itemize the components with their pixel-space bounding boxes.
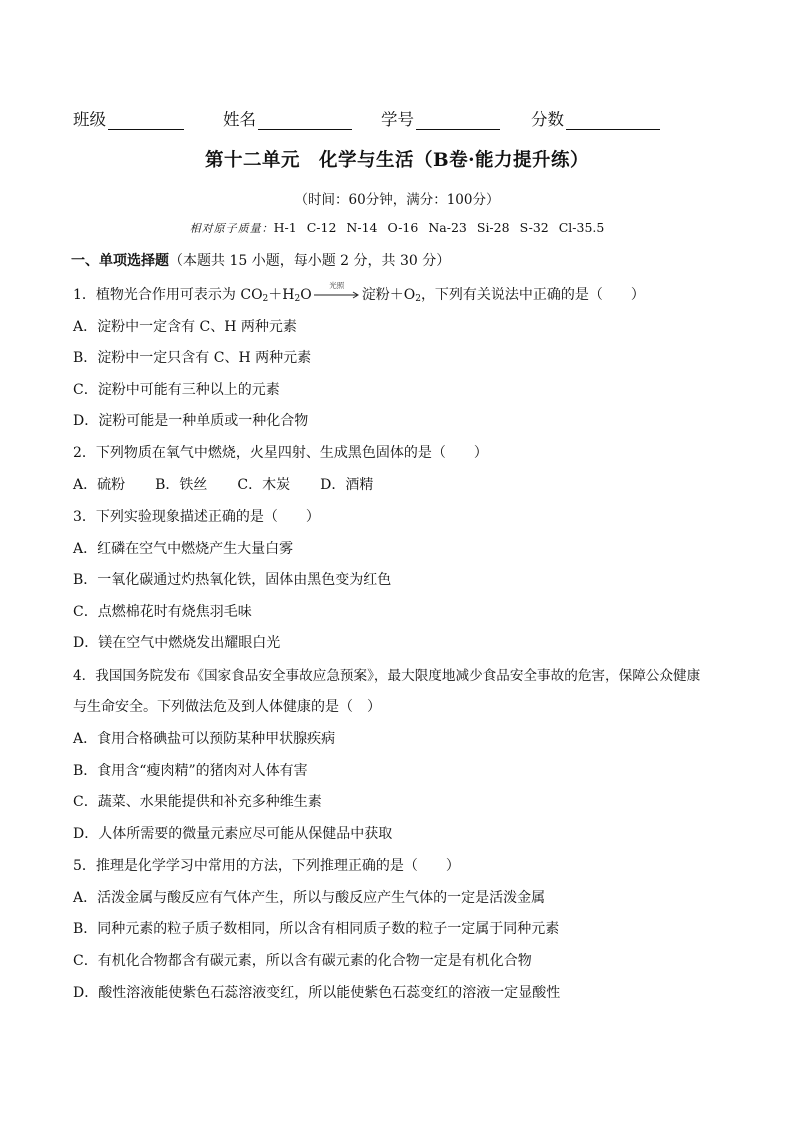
class-label: 班级 <box>73 110 106 129</box>
option-b[interactable]: B．同种元素的粒子质子数相同，所以含有相同质子数的粒子一定属于同种元素 <box>73 921 560 937</box>
exam-time-score: （时间：60分钟，满分：100分） <box>294 192 500 208</box>
number-label: 学号 <box>381 110 414 129</box>
option-b[interactable]: B．一氧化碳通过灼热氧化铁，固体由黑色变为红色 <box>73 572 392 588</box>
q1-text: 1．植物光合作用可表示为 CO <box>73 287 263 303</box>
name-label: 姓名 <box>223 110 256 129</box>
atomic-mass-line <box>0 220 794 236</box>
option-b[interactable]: B．铁丝 <box>155 477 208 493</box>
section-note: （本题共 15 小题，每小题 2 分，共 30 分） <box>169 253 451 269</box>
option-a[interactable]: A．淀粉中一定含有 C、H 两种元素 <box>73 319 297 335</box>
option-c[interactable]: C．点燃棉花时有烧焦羽毛味 <box>73 604 252 620</box>
atomic-mass-value: C-12 <box>306 220 337 235</box>
reaction-arrow <box>314 281 360 302</box>
page-title: 第十二单元 化学与生活（B卷·能力提升练） <box>204 150 590 171</box>
atomic-mass-value: H-1 <box>273 220 297 235</box>
option-d[interactable]: D．人体所需要的微量元素应尽可能从保健品中获取 <box>73 826 393 842</box>
option-a[interactable]: A．食用合格碘盐可以预防某种甲状腺疾病 <box>73 731 336 747</box>
subscript: 2 <box>294 294 301 304</box>
number-blank[interactable] <box>416 111 500 130</box>
subscript: 2 <box>415 294 421 304</box>
class-blank[interactable] <box>108 111 184 130</box>
student-info-row <box>73 106 713 130</box>
atomic-mass-value: O-16 <box>387 220 419 235</box>
arrow-icon <box>314 291 360 299</box>
section-title: 一、单项选择题 <box>71 253 169 269</box>
q1-text: 淀粉＋O <box>361 287 416 303</box>
question-3-stem: 3．下列实验现象描述正确的是（ ） <box>73 509 320 525</box>
question-1-stem <box>73 281 645 304</box>
atomic-mass-value: N-14 <box>346 220 378 235</box>
atomic-mass-value: S-32 <box>519 220 549 235</box>
option-c[interactable]: C．蔬菜、水果能提供和补充多种维生素 <box>73 794 322 810</box>
question-4-stem-line2: 与生命安全。下列做法危及到人体健康的是（ ） <box>73 699 381 715</box>
atomic-mass-label: 相对原子质量： <box>189 222 274 235</box>
subscript: 2 <box>262 294 269 304</box>
option-d[interactable]: D．淀粉可能是一种单质或一种化合物 <box>73 413 309 429</box>
q1-text: O <box>300 287 312 303</box>
score-label: 分数 <box>531 110 564 129</box>
q1-text: ，下列有关说法中正确的是（ ） <box>420 287 645 303</box>
name-field <box>223 106 352 130</box>
option-c[interactable]: C．木炭 <box>237 477 291 493</box>
option-d[interactable]: D．酒精 <box>320 477 374 493</box>
q1-text: ＋H <box>268 287 295 303</box>
option-a[interactable]: A．硫粉 <box>73 477 126 493</box>
score-field <box>531 106 660 130</box>
option-b[interactable]: B．食用含“瘦肉精”的猪肉对人体有害 <box>73 763 308 779</box>
option-d[interactable]: D．镁在空气中燃烧发出耀眼白光 <box>73 635 281 651</box>
question-5-stem: 5．推理是化学学习中常用的方法，下列推理正确的是（ ） <box>73 858 460 874</box>
option-d[interactable]: D．酸性溶液能使紫色石蕊溶液变红，所以能使紫色石蕊变红的溶液一定显酸性 <box>73 985 561 1001</box>
option-c[interactable]: C．有机化合物都含有碳元素，所以含有碳元素的化合物一定是有机化合物 <box>73 953 532 969</box>
name-blank[interactable] <box>258 111 352 130</box>
question-2-options <box>73 474 403 494</box>
section-heading <box>71 250 450 270</box>
option-a[interactable]: A．红磷在空气中燃烧产生大量白雾 <box>73 541 294 557</box>
question-4-stem-line1: 4．我国国务院发布《国家食品安全事故应急预案》，最大限度地减少食品安全事故的危害，保障公众健康 <box>73 668 701 684</box>
option-b[interactable]: B．淀粉中一定只含有 C、H 两种元素 <box>73 350 312 366</box>
score-blank[interactable] <box>566 111 660 130</box>
class-field <box>73 106 184 130</box>
atomic-mass-value: Na-23 <box>428 220 467 235</box>
option-c[interactable]: C．淀粉中可能有三种以上的元素 <box>73 382 280 398</box>
reaction-condition: 光照 <box>329 281 345 290</box>
number-field <box>381 106 500 130</box>
atomic-mass-value: Cl-35.5 <box>558 220 605 235</box>
option-a[interactable]: A．活泼金属与酸反应有气体产生，所以与酸反应产生气体的一定是活泼金属 <box>73 890 546 906</box>
question-2-stem: 2．下列物质在氧气中燃烧，火星四射、生成黑色固体的是（ ） <box>73 445 488 461</box>
atomic-mass-value: Si-28 <box>476 220 510 235</box>
